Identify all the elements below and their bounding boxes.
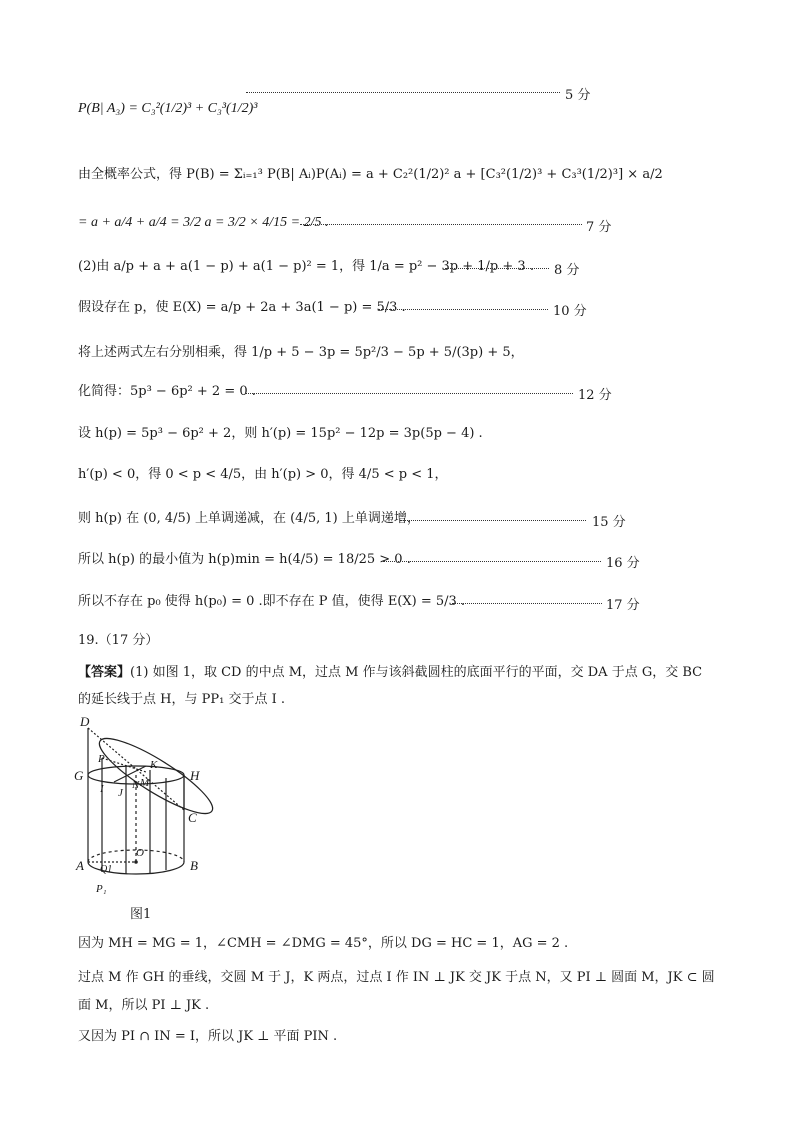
- score-leader-dots: [400, 520, 586, 521]
- line-multiply: 将上述两式左右分别相乘，得 1/p + 5 − 3p = 5p²/3 − 5p + 5/(3p) + 5，: [78, 345, 524, 360]
- score-leader-dots: [452, 603, 602, 604]
- label-k: K: [150, 759, 158, 771]
- line-result-two-fifths: = a + a/4 + a/4 = 3/2 a = 3/2 × 4/15 = 2/5 .: [78, 215, 329, 230]
- score-12: 12 分: [578, 388, 612, 403]
- line-conditional-prob-a3: P(B| A₃) = C₃²(1/2)³ + C₃³(1/2)³: [78, 101, 258, 116]
- score-leader-dots: [383, 561, 601, 562]
- answer-part1-line2: 的延长线于点 H，与 PP₁ 交于点 I .: [78, 692, 285, 707]
- line-minimum-value: 所以 h(p) 的最小值为 h(p)min = h(4/5) = 18/25 > 0 .: [78, 552, 411, 567]
- figure-caption: 图1: [130, 907, 152, 922]
- score-7: 7 分: [586, 220, 612, 235]
- cylinder-diagram: [74, 712, 224, 922]
- label-m: M: [140, 777, 150, 789]
- score-16: 16 分: [606, 556, 640, 571]
- score-leader-dots: [378, 309, 548, 310]
- label-p1: P₁: [96, 883, 107, 895]
- label-d: D: [80, 714, 90, 729]
- label-c: C: [188, 810, 197, 825]
- line-monotonicity: 则 h(p) 在 (0, 4/5) 上单调递减，在 (4/5, 1) 上单调递增，: [78, 511, 420, 526]
- label-j: J: [118, 787, 123, 799]
- line-perpendicular-jk: 过点 M 作 GH 的垂线，交圆 M 于 J，K 两点，过点 I 作 IN ⊥ JK 交 JK 于点 N，又 PI ⊥ 圆面 M，JK ⊂ 圆: [78, 970, 715, 985]
- score-leader-dots: [245, 393, 573, 394]
- line-assume-p: 假设存在 p，使 E(X) = a/p + 2a + 3a(1 − p) = 5/3 .: [78, 300, 406, 315]
- label-g: G: [74, 768, 84, 783]
- line-derivative-sign: h′(p) < 0，得 0 < p < 4/5，由 h′(p) > 0，得 4/5 < p < 1，: [78, 467, 448, 482]
- line-total-probability: 由全概率公式，得 P(B) = Σᵢ₌₁³ P(B| Aᵢ)P(Aᵢ) = a + C₂²(1/2)² a + [C₃²(1/2)³ + C₃³(1/2)³] × a/2: [78, 167, 663, 182]
- score-10: 10 分: [553, 304, 587, 319]
- answer-text: (1) 如图 1，取 CD 的中点 M，过点 M 作与该斜截圆柱的底面平行的平面，交 DA 于点 G，交 BC: [130, 665, 703, 680]
- label-p: P: [98, 753, 105, 765]
- line-jk-perp-plane: 又因为 PI ∩ IN = I，所以 JK ⊥ 平面 PIN .: [78, 1029, 338, 1044]
- line-part2-condition: (2)由 a/p + a + a(1 − p) + a(1 − p)² = 1，得 1/a = p² − 3p + 1/p + 3 .: [78, 259, 534, 274]
- label-i: I: [100, 783, 104, 795]
- figure-oblique-cylinder: [74, 712, 224, 922]
- score-leader-dots: [300, 224, 582, 225]
- answer-tag: 【答案】: [78, 665, 131, 680]
- score-leader-dots: [246, 92, 560, 93]
- label-a: A: [76, 858, 84, 873]
- score-8: 8 分: [554, 263, 580, 278]
- label-n: N: [132, 779, 140, 791]
- line-given-lengths: 因为 MH = MG = 1，∠CMH = ∠DMG = 45°，所以 DG = HC = 1，AG = 2 .: [78, 936, 569, 951]
- score-15: 15 分: [592, 515, 626, 530]
- label-o: O: [136, 847, 144, 859]
- line-simplify: 化简得：5p³ − 6p² + 2 = 0 .: [78, 384, 256, 399]
- line-conclusion: 所以不存在 p₀ 使得 h(p₀) = 0 .即不存在 P 值，使得 E(X) = 5/3 .: [78, 594, 466, 609]
- center-o-dot: [134, 860, 138, 864]
- label-h: H: [190, 768, 200, 783]
- line-define-h: 设 h(p) = 5p³ − 6p² + 2，则 h′(p) = 15p² − 12p = 3p(5p − 4) .: [78, 426, 483, 441]
- question-19-heading: 19.（17 分）: [78, 633, 159, 648]
- score-leader-dots: [445, 268, 549, 269]
- label-q1: Q1: [100, 864, 113, 875]
- label-b: B: [190, 858, 198, 873]
- slanted-ellipse: [92, 727, 221, 824]
- score-5: 5 分: [565, 88, 591, 103]
- line-pi-perp-jk: 面 M，所以 PI ⊥ JK .: [78, 998, 210, 1013]
- answer-part1-line1: [78, 664, 702, 682]
- score-17: 17 分: [606, 598, 640, 613]
